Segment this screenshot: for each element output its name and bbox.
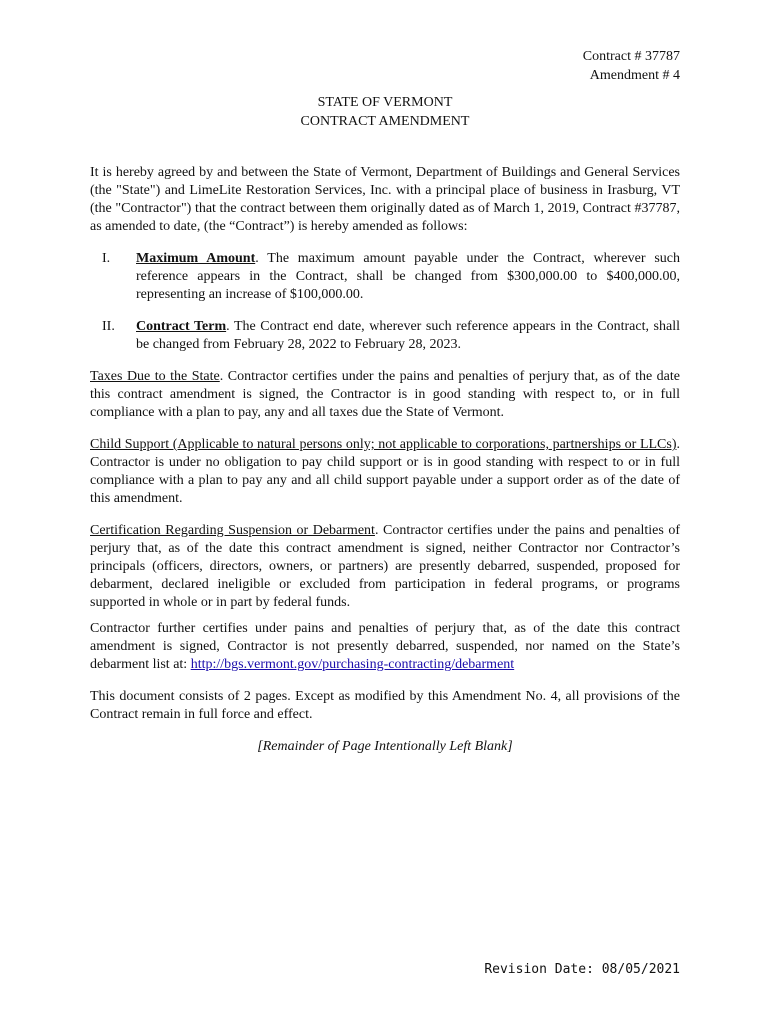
- amendment-item-1: [90, 250, 680, 304]
- document-body: [90, 164, 680, 770]
- certification-paragraph: [90, 522, 680, 612]
- further-body: Contractor further certifies under pains and penalties of perjury that, as of the date this contract amendment is signed, Contractor is not presently debarred, suspended, nor named on the State’s debarment list at:: [90, 621, 680, 672]
- revision-date: Revision Date: 08/05/2021: [484, 962, 680, 977]
- contract-number: Contract # 37787: [582, 49, 680, 64]
- child-support-heading: Child Support (Applicable to natural persons only; not applicable to corporations, partnerships or LLCs): [90, 437, 677, 452]
- item-text: [136, 318, 680, 354]
- child-support-body: . Contractor is under no obligation to pay child support or is in good standing with respect to or in full compliance with a plan to pay any and all child support payable under a support order as of the date of this amendment.: [90, 437, 680, 506]
- taxes-paragraph: [90, 368, 680, 422]
- item-body: . The Contract end date, wherever such reference appears in the Contract, shall be changed from February 28, 2022 to February 28, 2023.: [136, 319, 680, 352]
- title-line-2: CONTRACT AMENDMENT: [300, 114, 470, 129]
- closing-paragraph: This document consists of 2 pages. Except as modified by this Amendment No. 4, all provisions of the Contract remain in full force and effect.: [90, 689, 680, 722]
- item-body: . The maximum amount payable under the Contract, wherever such reference appears in the Contract, shall be changed from $300,000.00 to $400,000.00, representing an increase of $100,000.00.: [136, 251, 680, 302]
- item-heading: Contract Term: [136, 319, 227, 334]
- certification-body: . Contractor certifies under the pains and penalties of perjury that, as of the date this contract amendment is signed, neither Contractor nor Contractor’s principals (officers, directors, owners, or partners) are presently debarred, suspended, proposed for debarment, declared ineligible or excluded from participation in federal programs, or programs supported in whole or in part by federal funds.: [90, 523, 680, 610]
- remainder-note: [Remainder of Page Intentionally Left Blank]: [257, 739, 513, 754]
- item-heading: Maximum Amount: [136, 251, 256, 266]
- item-text: [136, 250, 680, 304]
- debarment-list-link[interactable]: http://bgs.vermont.gov/purchasing-contracting/debarment: [190, 657, 515, 672]
- further-certification-paragraph: [90, 620, 680, 674]
- taxes-body: . Contractor certifies under the pains and penalties of perjury that, as of the date this contract amendment is signed, the Contractor is in good standing with respect to, or in full compliance with a plan to pay, any and all taxes due the State of Vermont.: [90, 369, 680, 420]
- amendment-number: Amendment # 4: [589, 68, 680, 83]
- certification-heading: Certification Regarding Suspension or Debarment: [90, 523, 375, 538]
- amendment-item-2: [90, 318, 680, 354]
- contract-header: [583, 47, 680, 85]
- item-number: I.: [102, 251, 111, 266]
- document-title: [0, 93, 770, 131]
- taxes-heading: Taxes Due to the State: [90, 369, 220, 384]
- intro-paragraph: It is hereby agreed by and between the State of Vermont, Department of Buildings and General Services (the "State") and LimeLite Restoration Services, Inc. with a principal place of business in Irasburg, VT (the "Contractor") that the contract between them originally dated as of March 1, 2019, Contract #37787, as amended to date, (the “Contract”) is hereby amended as follows:: [90, 165, 680, 234]
- title-line-1: STATE OF VERMONT: [317, 95, 453, 110]
- child-support-paragraph: [90, 436, 680, 508]
- item-number: II.: [102, 319, 115, 334]
